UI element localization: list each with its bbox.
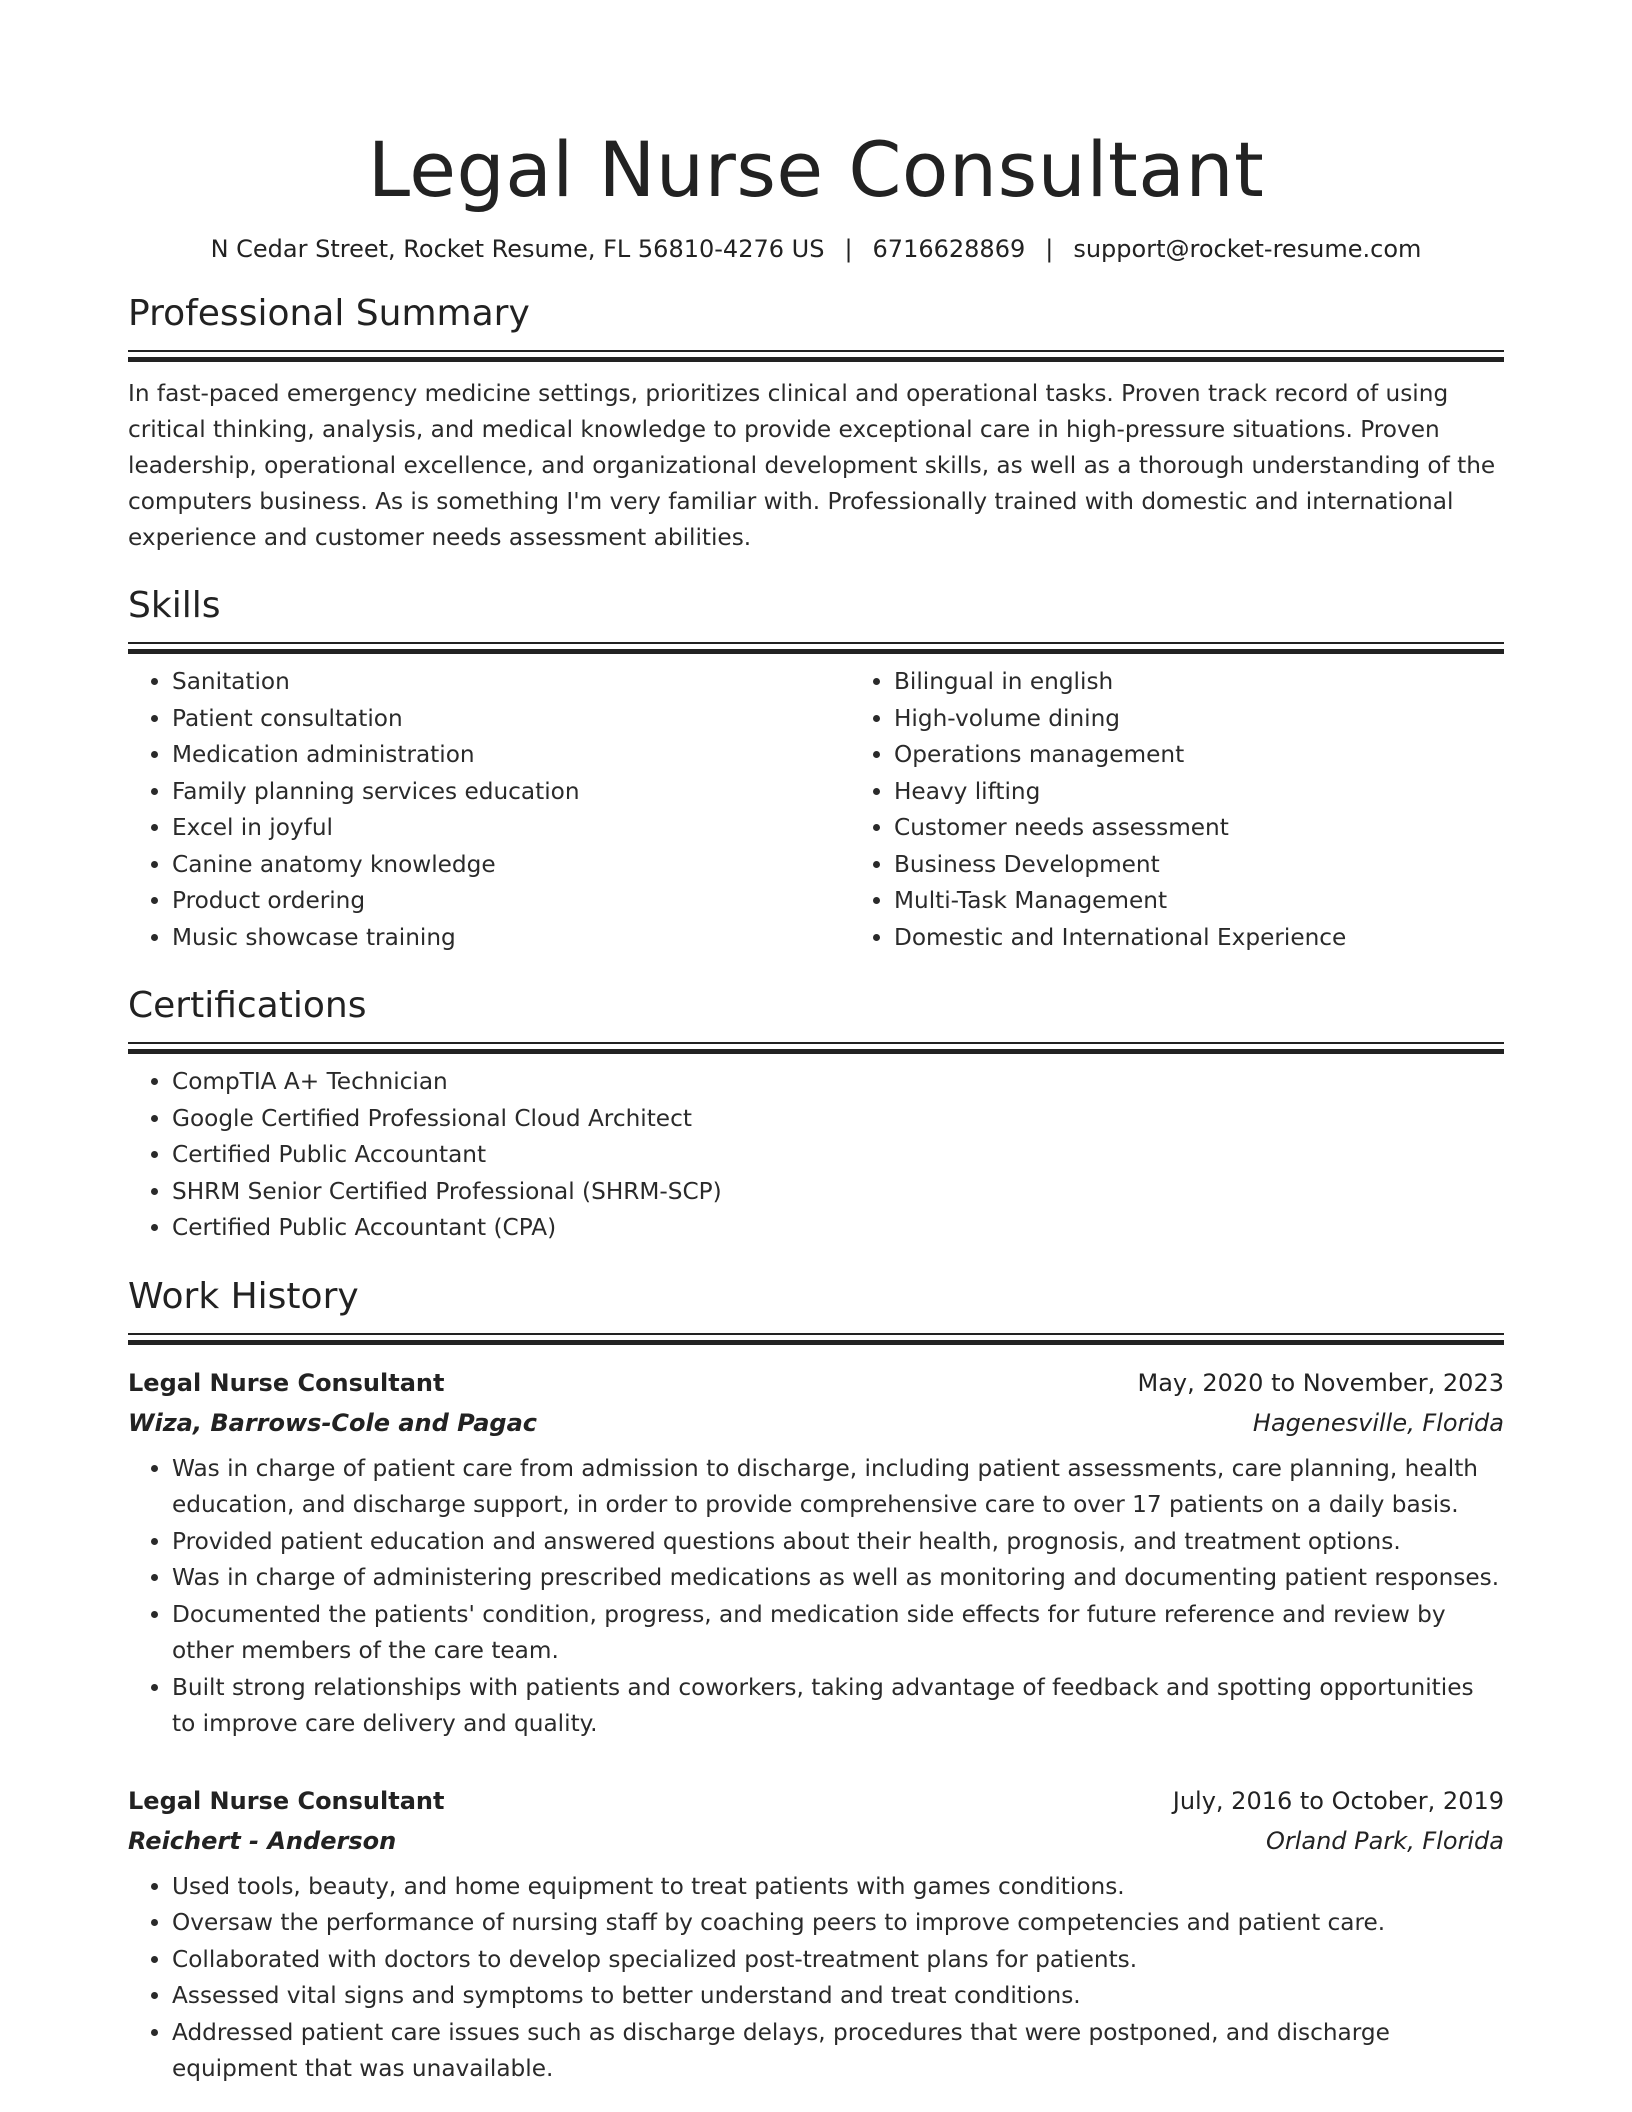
skill-item: • Customer needs assessment	[894, 810, 1572, 847]
work-history-section	[128, 1275, 1504, 2088]
skill-item: • Operations management	[894, 737, 1572, 774]
job-title: Legal Nurse Consultant	[128, 1786, 445, 1815]
job-bullet: • Assessed vital signs and symptoms to better understand and treat conditions.	[172, 1978, 1504, 2015]
contact-phone: 6716628869	[872, 235, 1026, 263]
skill-item: • Bilingual in english	[894, 664, 1572, 701]
section-title-summary: Professional Summary	[128, 293, 530, 334]
job-bullet: • Built strong relationships with patients and coworkers, taking advantage of feedback and spotting opportunities to improve care delivery and quality.	[172, 1670, 1504, 1743]
job-bullet: • Oversaw the performance of nursing staff by coaching peers to improve competencies and patient care.	[172, 1905, 1504, 1942]
skill-item: • Excel in joyful	[172, 810, 850, 847]
job-bullet: • Addressed patient care issues such as discharge delays, procedures that were postponed, and discharge equipment that was unavailable.	[172, 2015, 1504, 2088]
skill-item: • Heavy lifting	[894, 774, 1572, 811]
job-title: Legal Nurse Consultant	[128, 1368, 445, 1397]
job-header-row	[128, 1363, 1504, 1403]
certification-item: • CompTIA A+ Technician	[172, 1064, 1504, 1101]
summary-text: In fast-paced emergency medicine settings, prioritizes clinical and operational tasks. Proven track record of using critical thinking, analysis, and medical knowledge to provide exceptional care in high-pressure situations. Proven leadership, operational excellence, and organizational development skills, as well as a thorough understanding of the computers business. As is something I'm very familiar with. Professionally trained with domestic and international experience and customer needs assessment abilities.	[128, 380, 1496, 551]
skill-item: • High-volume dining	[894, 701, 1572, 738]
resume-page	[128, 0, 1504, 2088]
certification-item: • Certified Public Accountant (CPA)	[172, 1210, 1504, 1247]
certification-item: • SHRM Senior Certified Professional (SHRM-SCP)	[172, 1174, 1504, 1211]
job-bullets	[128, 1869, 1504, 2088]
skills-list-left	[128, 664, 850, 956]
job-bullet: • Was in charge of patient care from admission to discharge, including patient assessments, care planning, health education, and discharge support, in order to provide comprehensive care to over 17 patients on a daily basis.	[172, 1451, 1504, 1524]
job-company-row	[128, 1821, 1504, 1861]
candidate-name: Legal Nurse Consultant	[367, 125, 1265, 214]
section-rule	[128, 1042, 1504, 1044]
job-dates: July, 2016 to October, 2019	[1172, 1786, 1504, 1815]
section-title-work-history: Work History	[128, 1275, 359, 1317]
section-rule-thick	[128, 1049, 1504, 1054]
job-bullets	[128, 1451, 1504, 1743]
contact-separator: |	[1045, 235, 1054, 263]
job-location: Orland Park, Florida	[1265, 1826, 1504, 1855]
job-location: Hagenesville, Florida	[1252, 1408, 1504, 1437]
skill-item: • Music showcase training	[172, 920, 850, 957]
skills-columns	[128, 654, 1504, 956]
job-bullet: • Used tools, beauty, and home equipment to treat patients with games conditions.	[172, 1869, 1504, 1906]
skill-item: • Domestic and International Experience	[894, 920, 1572, 957]
section-title-certifications: Certifications	[128, 985, 367, 1026]
job-company-row	[128, 1403, 1504, 1443]
certification-item: • Certified Public Accountant	[172, 1137, 1504, 1174]
summary-section	[128, 292, 1504, 556]
section-rule	[128, 350, 1504, 352]
certifications-list	[128, 1064, 1504, 1247]
skill-item: • Business Development	[894, 847, 1572, 884]
job-bullet: • Collaborated with doctors to develop specialized post-treatment plans for patients.	[172, 1942, 1504, 1979]
section-rule	[128, 1333, 1504, 1335]
section-rule	[128, 642, 1504, 644]
job-bullet: • Was in charge of administering prescribed medications as well as monitoring and documenting patient responses.	[172, 1560, 1504, 1597]
skill-item: • Product ordering	[172, 883, 850, 920]
skill-item: • Sanitation	[172, 664, 850, 701]
skill-item: • Family planning services education	[172, 774, 850, 811]
job-entry	[128, 1363, 1504, 1743]
job-bullet: • Documented the patients' condition, progress, and medication side effects for future reference and review by other members of the care team.	[172, 1597, 1504, 1670]
certification-item: • Google Certified Professional Cloud Architect	[172, 1101, 1504, 1138]
skills-section	[128, 584, 1504, 956]
skill-item: • Patient consultation	[172, 701, 850, 738]
skills-list-right	[850, 664, 1572, 956]
job-header-row	[128, 1781, 1504, 1821]
contact-email: support@rocket-resume.com	[1073, 235, 1422, 263]
job-dates: May, 2020 to November, 2023	[1137, 1368, 1504, 1397]
job-bullet: • Provided patient education and answered questions about their health, prognosis, and treatment options.	[172, 1524, 1504, 1561]
section-rule-thick	[128, 357, 1504, 362]
certifications-section	[128, 984, 1504, 1247]
skill-item: • Multi-Task Management	[894, 883, 1572, 920]
skill-item: • Canine anatomy knowledge	[172, 847, 850, 884]
skill-item: • Medication administration	[172, 737, 850, 774]
contact-line	[128, 234, 1504, 264]
job-company: Reichert - Anderson	[128, 1826, 397, 1855]
section-title-skills: Skills	[128, 585, 221, 626]
contact-separator: |	[844, 235, 853, 263]
job-entry	[128, 1781, 1504, 2088]
contact-address: N Cedar Street, Rocket Resume, FL 56810-4276 US	[210, 235, 825, 263]
job-company: Wiza, Barrows-Cole and Pagac	[128, 1408, 538, 1437]
section-rule-thick	[128, 1340, 1504, 1345]
